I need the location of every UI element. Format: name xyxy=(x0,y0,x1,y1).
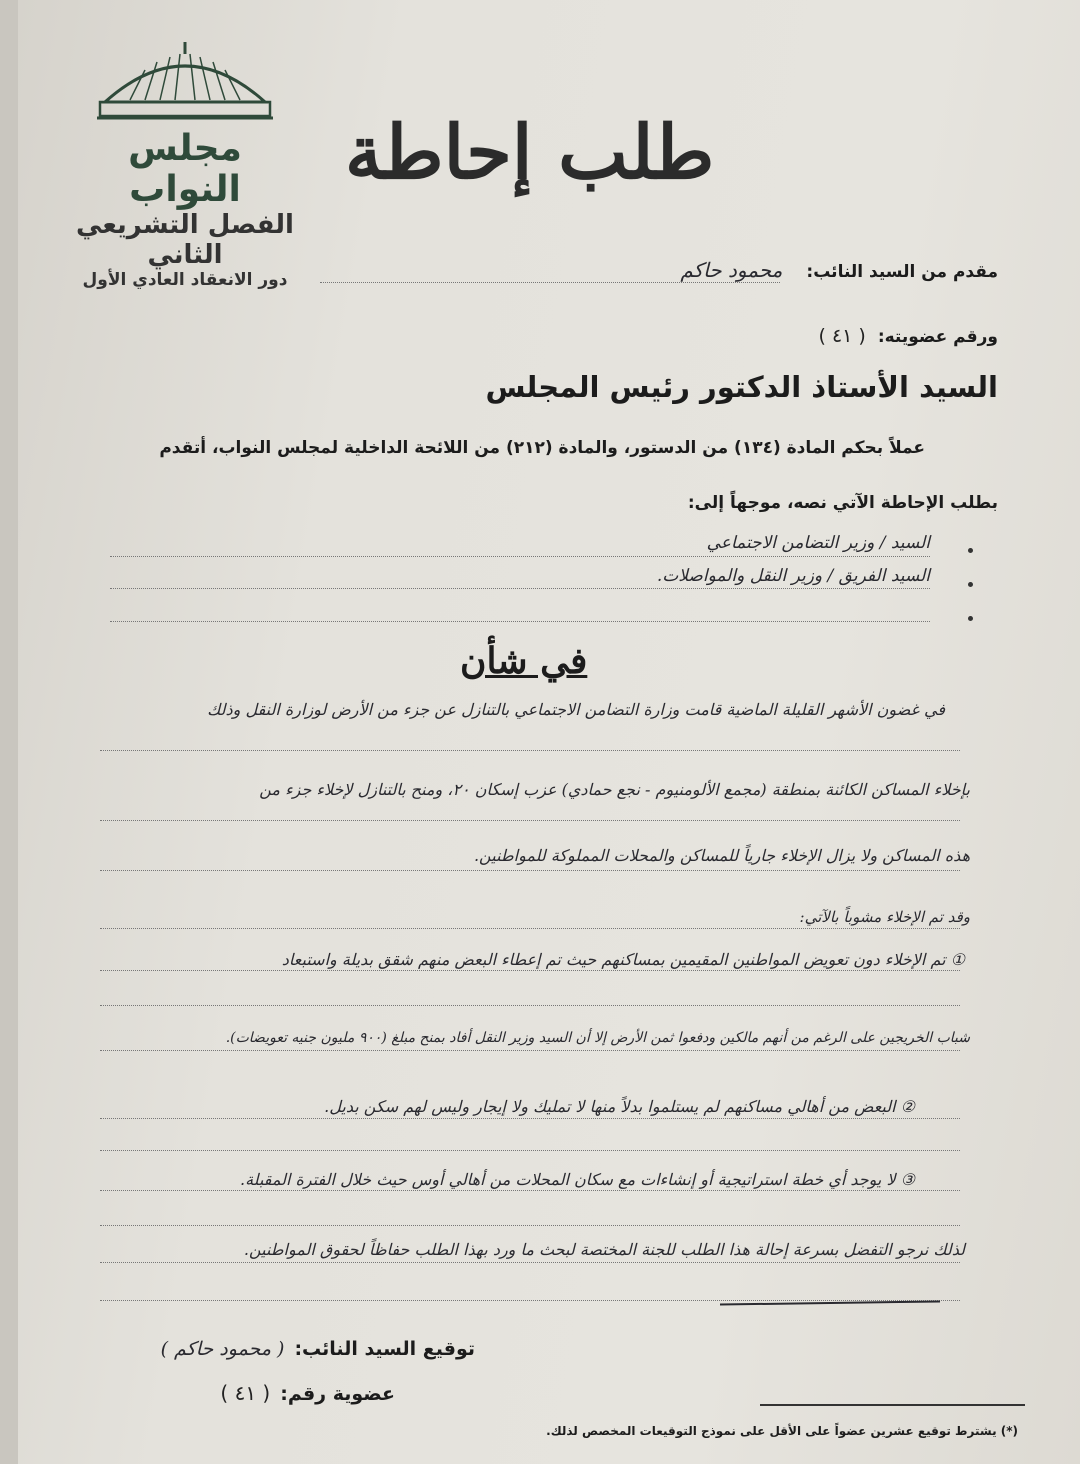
body-line-8: ③ لا يوجد أي خطة استراتيجية أو إنشاءات مع سكان المحلات من أهالي أوس حيث خلال الفترة المقبلة. xyxy=(240,1170,915,1189)
body-line xyxy=(100,1118,960,1119)
parliament-logo xyxy=(70,40,300,330)
submitted-by-line xyxy=(320,282,780,283)
bullet-icon xyxy=(968,548,973,553)
footnote-divider xyxy=(760,1404,1025,1406)
recipient-1: السيد / وزير التضامن الاجتماعي xyxy=(706,533,930,553)
body-line-6: شباب الخريجين على الرغم من أنهم مالكين ودفعوا ثمن الأرض إلا أن السيد وزير النقل أفاد بمنح مبلغ (٩٠٠ مليون جنيه تعويضات). xyxy=(225,1030,970,1046)
logo-session: دور الانعقاد العادي الأول xyxy=(82,270,288,290)
submitted-by-value: محمود حاكم xyxy=(680,258,783,282)
request-line: بطلب الإحاطة الآتي نصه، موجهاً إلى: xyxy=(687,493,998,513)
submitted-by-label: مقدم من السيد النائب: xyxy=(806,262,998,282)
membership-no-value: ( ٤١ ) xyxy=(220,1381,271,1405)
intro-paragraph: عملاً بحكم المادة (١٣٤) من الدستور، والمادة (٢١٢) من اللائحة الداخلية لمجلس النواب، أتقدم xyxy=(159,438,925,458)
membership-row xyxy=(818,325,998,347)
body-line xyxy=(100,1262,960,1263)
membership-no-label: عضوية رقم: xyxy=(280,1383,395,1405)
body-line xyxy=(100,1300,960,1301)
recipient-2: السيد الفريق / وزير النقل والمواصلات. xyxy=(656,566,930,586)
body-line-5: ① تم الإخلاء دون تعويض المواطنين المقيمين بمساكنهم حيث تم إعطاء البعض منهم شقق بديلة واستبعاد xyxy=(281,950,965,969)
body-line-9: لذلك نرجو التفضل بسرعة إحالة هذا الطلب للجنة المختصة لبحث ما ورد بهذا الطلب حفاظاً لحقوق المواطنين. xyxy=(243,1240,965,1259)
body-line xyxy=(100,1005,960,1006)
body-line-7: ② البعض من أهالي مساكنهم لم يستلموا بدلاً منها لا تمليك ولا إيجار وليس لهم سكن بديل. xyxy=(324,1097,915,1116)
signature-value: ( محمود حاكم ) xyxy=(160,1338,285,1360)
addressee-heading: السيد الأستاذ الدكتور رئيس المجلس xyxy=(485,370,998,404)
body-line-4: وقد تم الإخلاء مشوباً بالآتي: xyxy=(799,908,970,926)
body-line xyxy=(100,1225,960,1226)
body-line-3: هذه المساكن ولا يزال الإخلاء جارياً للمساكن والمحلات المملوكة للمواطنين. xyxy=(473,846,970,865)
body-line xyxy=(100,820,960,821)
bullet-icon xyxy=(968,616,973,621)
bullet-icon xyxy=(968,582,973,587)
recipient-line xyxy=(110,588,930,589)
logo-term: الفصل التشريعي الثاني xyxy=(76,210,294,270)
body-line xyxy=(100,1050,960,1051)
dome-icon xyxy=(85,40,285,120)
body-line xyxy=(100,750,960,751)
subject-heading: في شأن xyxy=(460,640,588,682)
body-line-2: بإخلاء المساكن الكائنة بمنطقة (مجمع الألومنيوم - نجع حمادي) عزب إسكان ٢٠، ومنح بالتنازل لإخلاء جزء من xyxy=(259,780,970,799)
recipient-line xyxy=(110,621,930,622)
membership-label: ورقم عضويته: xyxy=(877,327,998,347)
signature-row xyxy=(161,1338,475,1360)
membership-no-row xyxy=(220,1381,395,1405)
body-line-1: في غضون الأشهر القليلة الماضية قامت وزارة التضامن الاجتماعي بالتنازل عن جزء من الأرض لوزارة النقل وذلك xyxy=(207,700,945,719)
logo-institution: مجلس النواب xyxy=(128,128,242,210)
page-title: طلب إحاطة xyxy=(345,110,715,196)
body-line xyxy=(100,1190,960,1191)
submitted-by-row xyxy=(680,258,998,282)
signature-label: توقيع السيد النائب: xyxy=(294,1338,475,1360)
footnote: (*) يشترط توقيع عشرين عضواً على الأقل على نموذج التوقيعات المخصص لذلك. xyxy=(546,1424,1018,1438)
body-line xyxy=(100,970,960,971)
body-line xyxy=(100,1150,960,1151)
body-line xyxy=(100,870,960,871)
body-line xyxy=(100,928,960,929)
recipient-line xyxy=(110,556,930,557)
membership-value: ( ٤١ ) xyxy=(818,325,866,347)
